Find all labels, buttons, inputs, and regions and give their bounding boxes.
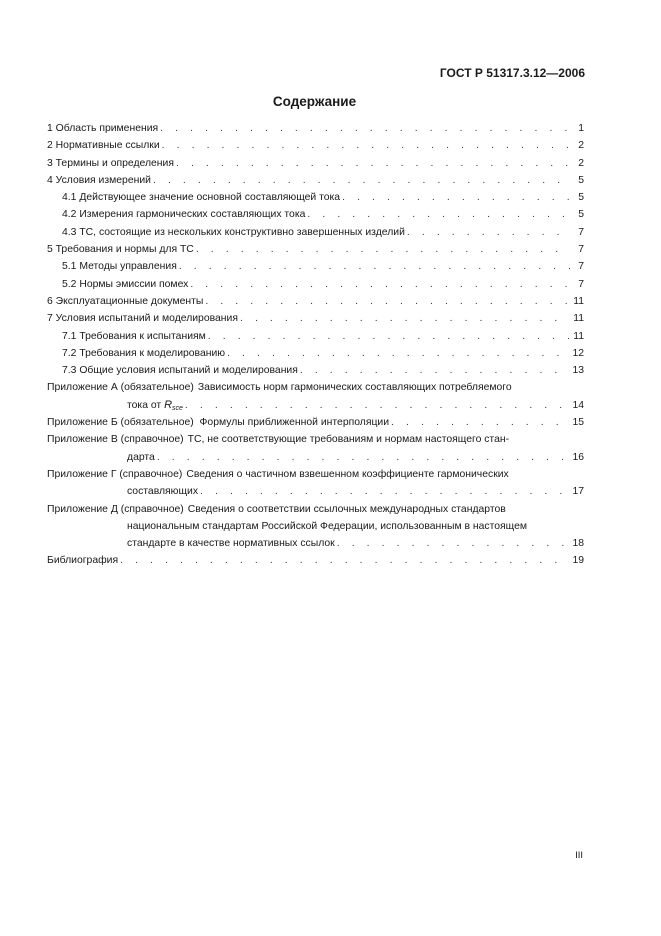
- toc-appendix-d[interactable]: Приложение Д (справочное) Сведения о соответствии ссылочных международных стандартов национальным стандартам Российской Федерации, использованным в настоящем стандарте в качестве нормативных ссылок . . . 18: [47, 501, 584, 553]
- toc-entry[interactable]: 6 Эксплуатационные документы . . . 11: [47, 293, 584, 310]
- toc-subentry[interactable]: 7.3 Общие условия испытаний и моделирования . . . 13: [47, 362, 584, 379]
- document-code: ГОСТ Р 51317.3.12—2006: [439, 66, 585, 80]
- toc-subentry[interactable]: 7.2 Требования к моделированию . . . 12: [47, 345, 584, 362]
- toc-subentry[interactable]: 4.1 Действующее значение основной составляющей тока . . . 5: [47, 189, 584, 206]
- toc-subentry[interactable]: 4.2 Измерения гармонических составляющих тока . . . 5: [47, 206, 584, 223]
- toc-entry[interactable]: 3 Термины и определения . . . 2: [47, 155, 584, 172]
- toc-appendix-b[interactable]: Приложение Б (обязательное) Формулы приближенной интерполяции . . . 15: [47, 414, 584, 431]
- toc-subentry[interactable]: 5.2 Нормы эмиссии помех . . . 7: [47, 276, 584, 293]
- toc-subentry[interactable]: 5.1 Методы управления . . . 7: [47, 258, 584, 275]
- toc-appendix-g[interactable]: Приложение Г (справочное) Сведения о частичном взвешенном коэффициенте гармонических составляющих . . . 17: [47, 466, 584, 501]
- page-title: Содержание: [272, 94, 357, 109]
- toc-appendix-v[interactable]: Приложение В (справочное) ТС, не соответствующие требованиям и нормам настоящего стан- дарта . . . 16: [47, 431, 584, 466]
- toc-entry[interactable]: 7 Условия испытаний и моделирования . . . 11: [47, 310, 584, 327]
- toc-bibliography[interactable]: Библиография . . . 19: [47, 552, 584, 569]
- toc-subentry[interactable]: 4.3 ТС, состоящие из нескольких конструктивно завершенных изделий . . . 7: [47, 224, 584, 241]
- page-number: III: [575, 850, 583, 861]
- toc-subentry[interactable]: 7.1 Требования к испытаниям . . . 11: [47, 328, 584, 345]
- toc-entry[interactable]: 4 Условия измерений . . . 5: [47, 172, 584, 189]
- toc-entry[interactable]: 2 Нормативные ссылки . . . 2: [47, 137, 584, 154]
- appendix-label: Приложение А (обязательное): [47, 382, 194, 394]
- toc-appendix-a[interactable]: Приложение А (обязательное) Зависимость норм гармонических составляющих потребляемого тока от $R_{sce}$ . . . 14: [47, 379, 584, 414]
- table-of-contents: [47, 120, 584, 570]
- toc-entry[interactable]: 1 Область применения . . . 1: [47, 120, 584, 137]
- toc-entry[interactable]: 5 Требования и нормы для ТС . . . 7: [47, 241, 584, 258]
